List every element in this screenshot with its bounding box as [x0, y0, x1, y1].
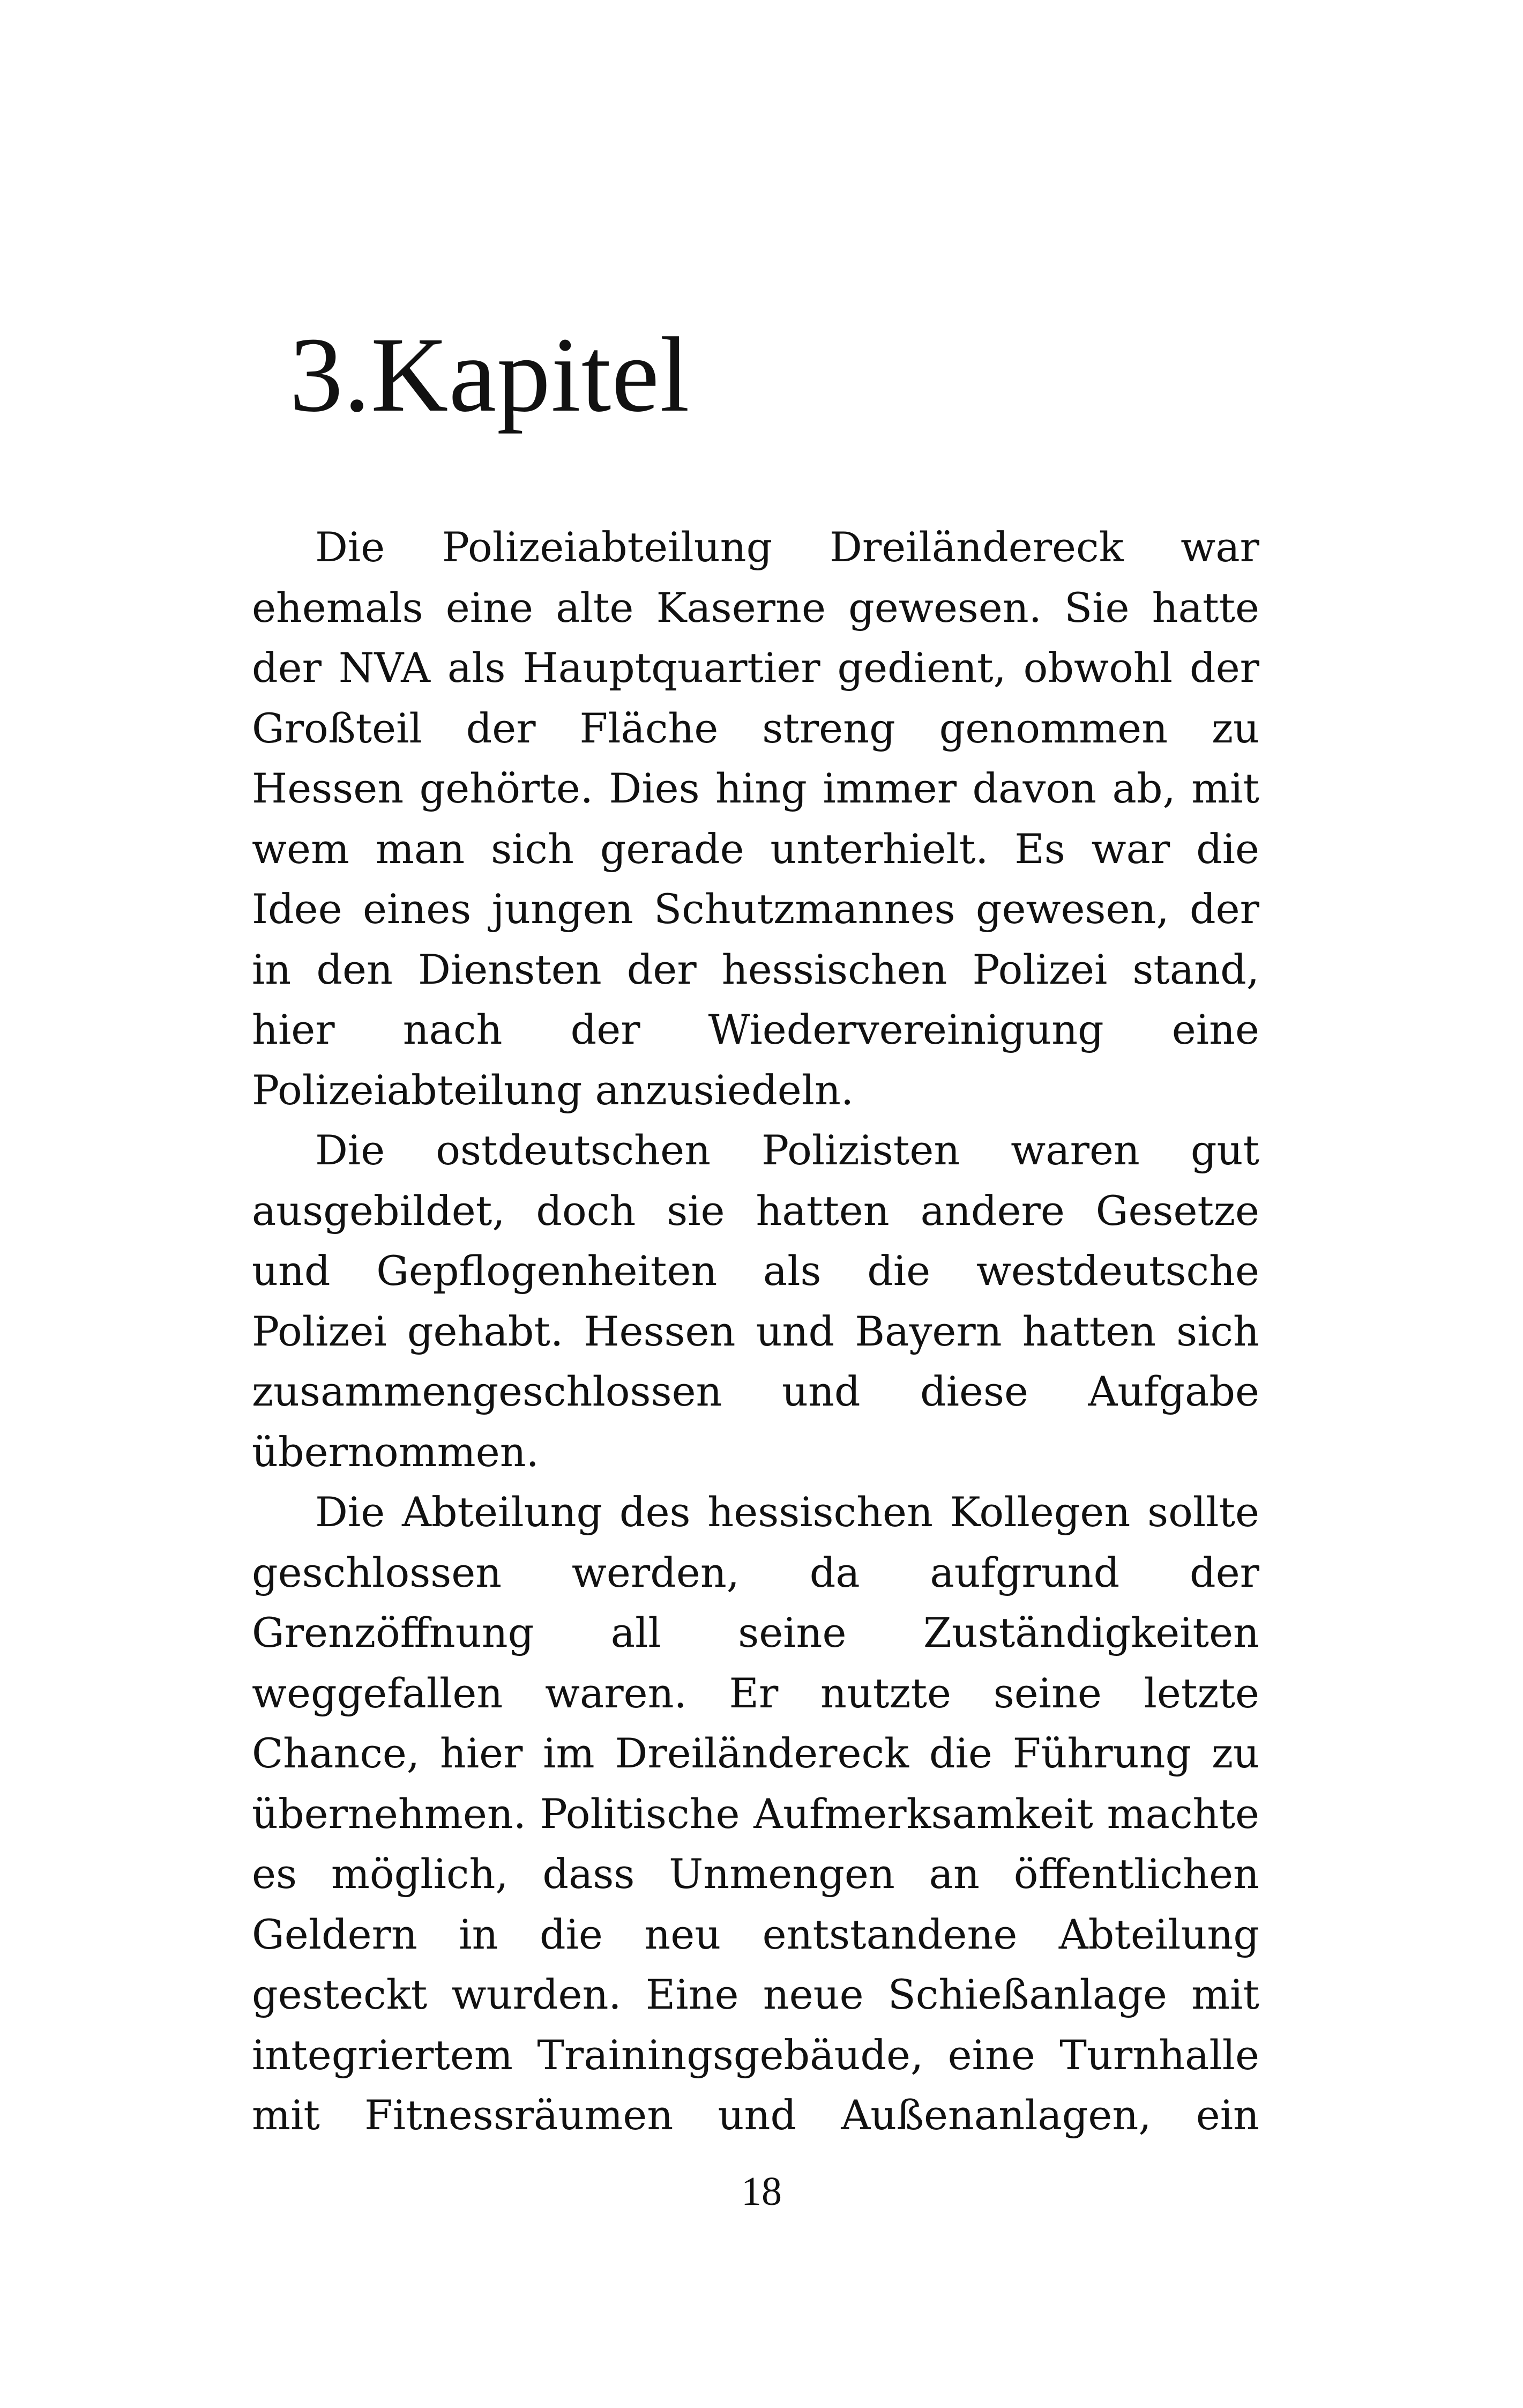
paragraph-2: Die ostdeutschen Polizisten waren gut ausgebildet, doch sie hatten andere Gesetze und Gepflogenheiten als die westdeutsche Polizei gehabt. Hessen und Bayern hatten sich zusammengeschlossen und diese Aufgabe übernommen.	[252, 1126, 1259, 1476]
paragraph-3: Die Abteilung des hessischen Kollegen sollte geschlossen werden, da aufgrund der Grenzöffnung all seine Zuständigkeiten weggefallen waren. Er nutzte seine letzte Chance, hier im Dreiländereck die Führung zu übernehmen. Politische Aufmerksamkeit machte es möglich, dass Unmengen an öffentlichen Geldern in die neu entstandene Abteilung gesteckt wurden. Eine neue Schießanlage mit integriertem Trainingsgebäude, eine Turnhalle mit Fitnessräumen und Außenanlagen, ein	[252, 1488, 1259, 2139]
paragraph-1: Die Polizeiabteilung Dreiländereck war ehemals eine alte Kaserne gewesen. Sie hatte der NVA als Hauptquartier gedient, obwohl der Großteil der Fläche streng genommen zu Hessen gehörte. Dies hing immer davon ab, mit wem man sich gerade unterhielt. Es war die Idee eines jungen Schutzmannes gewesen, der in den Diensten der hessischen Polizei stand, hier nach der Wiedervereinigung eine Polizeiabteilung anzusiedeln.	[252, 523, 1259, 1114]
page-number: 18	[741, 2169, 782, 2214]
body-text	[252, 517, 1259, 2146]
chapter-title: 3.Kapitel	[289, 316, 690, 434]
